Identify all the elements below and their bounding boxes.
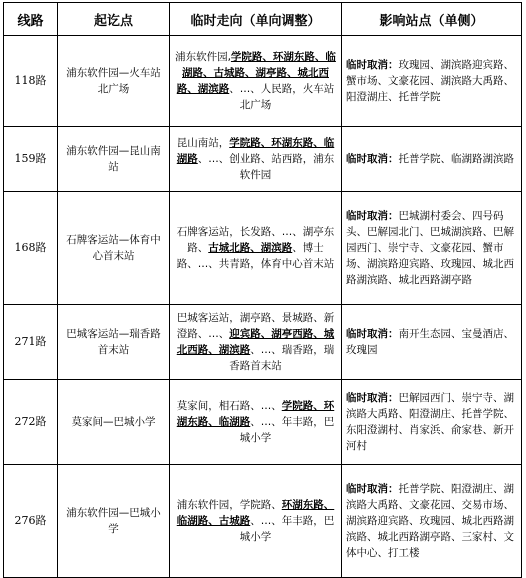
table-row [4,36,522,127]
header-route: 线路 [4,3,58,36]
affected-stop-list: 巴解园西门、崇宁寺、湖滨路大禹路、阳澄湖庄、托普学院、东阳澄湖村、肖家浜、俞家巷、新开河村 [346,392,514,452]
direction-changed-segment: 迎宾路、湖亭西路、城北西路、湖滨路 [176,328,335,356]
affected-stops [342,127,522,192]
direction-segment: 巴城客运站，湖亭路、景城路、新澄路、…、 [176,312,335,340]
route-number: 118路 [4,36,58,127]
direction-segment: 石牌客运站，长发路、…、湖亭东路、 [176,226,335,254]
affected-stops [342,36,522,127]
route-span: 石牌客运站—体育中心首末站 [58,192,170,305]
direction-segment: 浦东软件园, [175,51,231,63]
temporary-direction [170,380,342,465]
direction-changed-segment: 学院路、环湖东路、临湖路 [176,400,335,428]
route-adjustment-table [3,2,522,578]
route-number: 271路 [4,305,58,380]
table-row [4,305,522,380]
temporary-direction [170,305,342,380]
route-number: 276路 [4,465,58,578]
direction-segment: 莫家间，相石路、…、 [176,400,282,412]
header-affected: 影响站点（单侧） [342,3,522,36]
table-row [4,380,522,465]
direction-segment: 、…、瑞香路，瑞香路首末站 [229,344,335,372]
direction-segment: 、…、人民路，火车站北广场 [229,83,335,111]
affected-stops [342,465,522,578]
direction-segment: 昆山南站， [176,137,230,149]
route-number: 168路 [4,192,58,305]
route-number: 272路 [4,380,58,465]
header-span: 起讫点 [58,3,170,36]
route-span: 巴城客运站—瑞香路首末站 [58,305,170,380]
direction-segment: 、…、年丰路，巴城小学 [239,416,335,444]
affected-stops [342,380,522,465]
direction-changed-segment: 环湖东路、临湖路、古城路 [176,499,335,527]
direction-segment: 、…、创业路、站西路，浦东软件园 [197,153,335,181]
cancel-label: 临时取消： [346,483,399,495]
affected-stops [342,192,522,305]
direction-segment: 、…、年丰路，巴城小学 [239,515,335,543]
cancel-label: 临时取消： [346,210,399,222]
temporary-direction [170,192,342,305]
route-span: 浦东软件园—火车站北广场 [58,36,170,127]
affected-stops [342,305,522,380]
direction-segment: 浦东软件园，学院路、 [176,499,282,511]
affected-stop-list: 托普学院、阳澄湖庄、湖滨路大禹路、文豪花园、交易市场、湖滨路迎宾路、玫瑰园、城北西路湖滨路、城北西路湖亭路、三家村、文体中心、打工楼 [346,483,514,559]
table-row [4,192,522,305]
table-row [4,465,522,578]
direction-changed-segment: 学院路、环湖东路、临湖路、古城路、湖亭路、城北西路、湖滨路 [176,51,336,95]
direction-segment: 、博士路、…、共青路，体育中心首末站 [176,242,335,270]
direction-changed-segment: 古城北路、湖滨路 [208,242,293,254]
affected-stop-list: 玫瑰园、湖滨路迎宾路、蟹市场、文豪花园、湖滨路大禹路、阳澄湖庄、托普学院 [346,59,514,103]
table-row [4,127,522,192]
header-row [4,3,522,36]
affected-stop-list: 南开生态园、宝曼酒店、玫瑰园 [346,328,514,356]
cancel-label: 临时取消： [346,392,399,404]
header-direction: 临时走向（单向调整） [170,3,342,36]
cancel-label: 临时取消： [346,153,399,165]
route-span: 浦东软件园—巴城小学 [58,465,170,578]
temporary-direction [170,36,342,127]
temporary-direction [170,465,342,578]
affected-stop-list: 托普学院、临湖路湖滨路 [398,153,514,165]
route-span: 浦东软件园—昆山南站 [58,127,170,192]
cancel-label: 临时取消： [346,328,399,340]
affected-stop-list: 巴城湖村委会、四号码头、巴解园北门、巴城湖滨路、巴解园西门、崇宁寺、文豪花园、蟹市场、湖滨路迎宾路、玫瑰园、城北西路湖滨路、城北西路湖亭路 [346,210,514,286]
temporary-direction [170,127,342,192]
route-span: 莫家间—巴城小学 [58,380,170,465]
direction-changed-segment: 学院路、环湖东路、临湖路 [176,137,335,165]
route-number: 159路 [4,127,58,192]
cancel-label: 临时取消： [346,59,399,71]
